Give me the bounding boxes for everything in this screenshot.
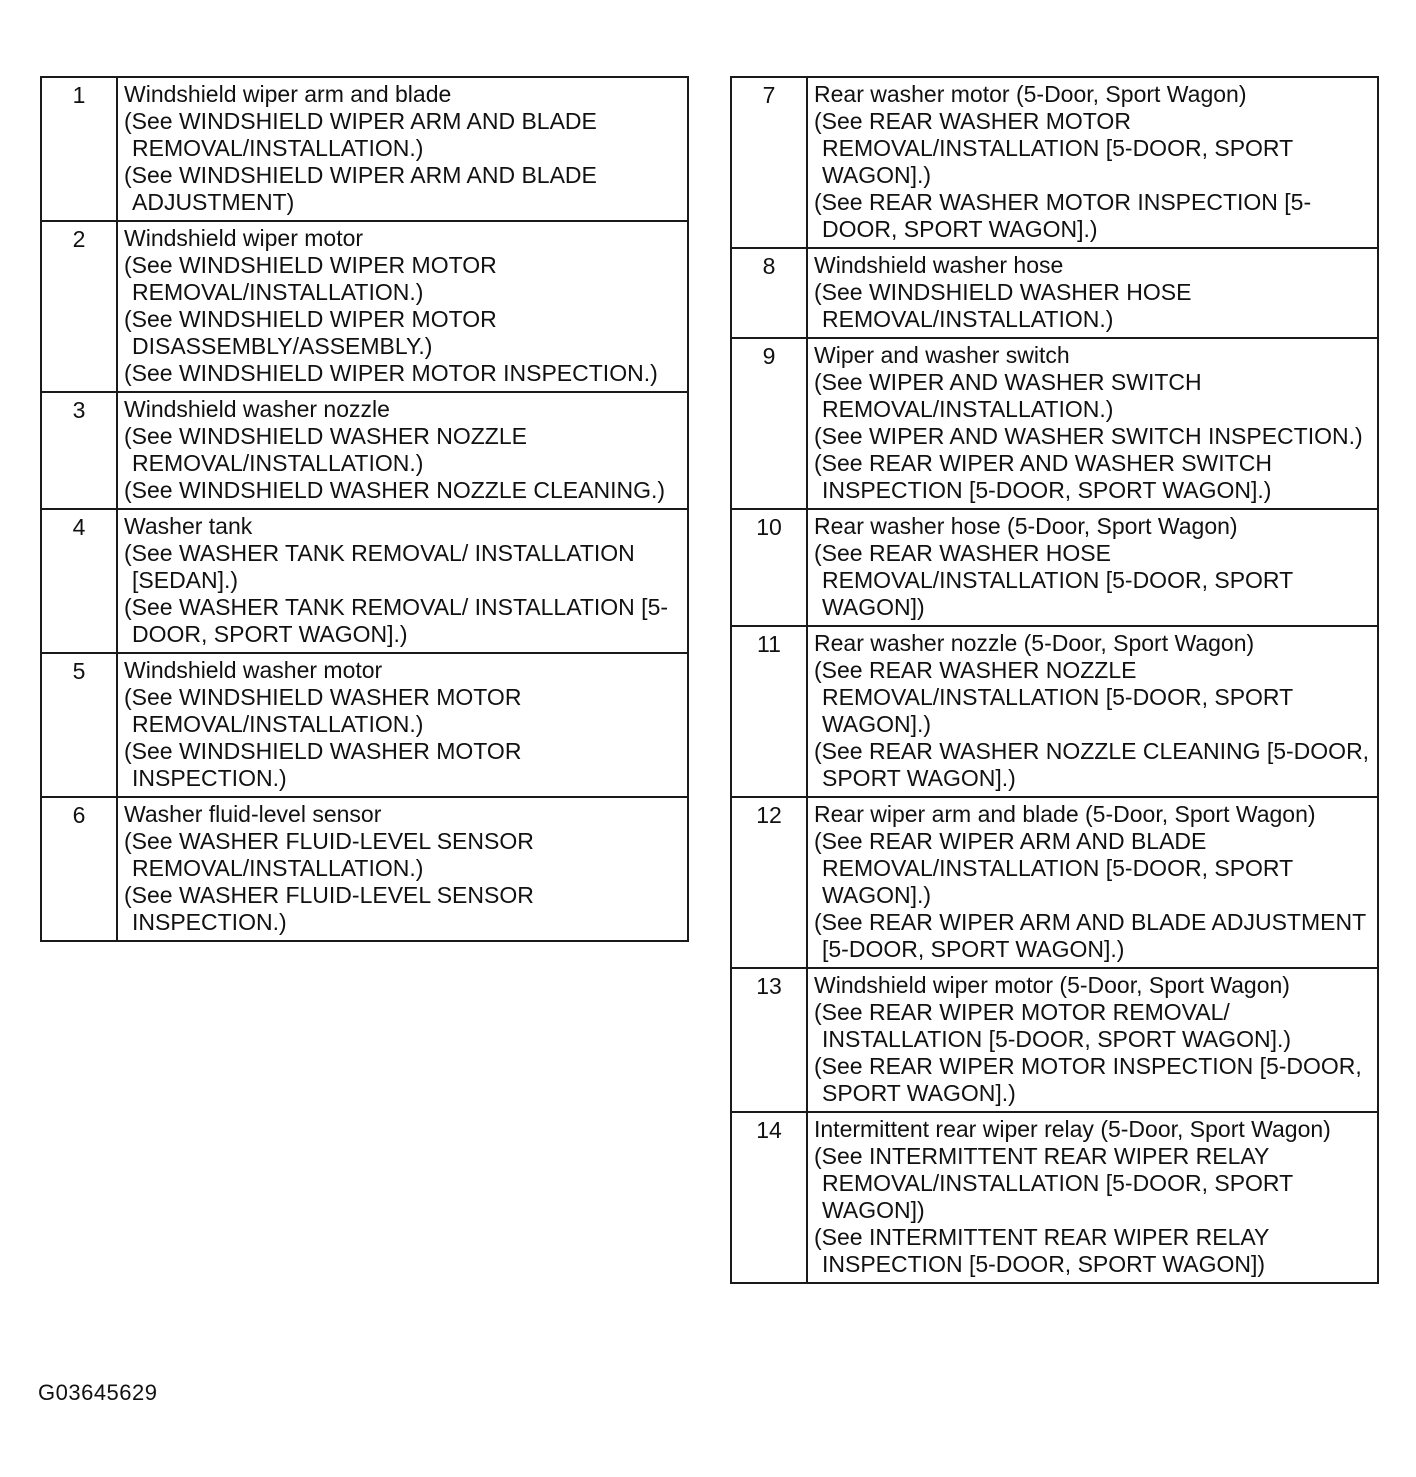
component-name: Rear washer hose (5-Door, Sport Wagon) (814, 513, 1238, 539)
item-number: 1 (41, 77, 117, 221)
procedure-reference: (See WINDSHIELD WIPER ARM AND BLADE REMOVAL/INSTALLATION.) (124, 108, 597, 161)
procedure-reference: (See REAR WIPER AND WASHER SWITCH INSPECTION [5-DOOR, SPORT WAGON].) (814, 450, 1272, 503)
table-row (41, 797, 688, 941)
item-number: 12 (731, 797, 807, 968)
table-row (41, 392, 688, 509)
item-number: 5 (41, 653, 117, 797)
item-description (807, 509, 1378, 626)
item-number: 9 (731, 338, 807, 509)
table-row (41, 77, 688, 221)
item-description (807, 797, 1378, 968)
table-body (731, 77, 1378, 1283)
procedure-reference: (See WINDSHIELD WASHER MOTOR INSPECTION.) (124, 738, 522, 791)
procedure-reference: (See WIPER AND WASHER SWITCH REMOVAL/INSTALLATION.) (814, 369, 1202, 422)
item-description (117, 221, 688, 392)
item-description (807, 77, 1378, 248)
item-number: 10 (731, 509, 807, 626)
procedure-reference: (See WINDSHIELD WIPER MOTOR DISASSEMBLY/ASSEMBLY.) (124, 306, 497, 359)
procedure-reference: (See WINDSHIELD WIPER MOTOR REMOVAL/INSTALLATION.) (124, 252, 497, 305)
table-row (41, 509, 688, 653)
procedure-reference: (See WASHER TANK REMOVAL/ INSTALLATION [5-DOOR, SPORT WAGON].) (124, 594, 669, 647)
procedure-reference: (See REAR WIPER ARM AND BLADE REMOVAL/INSTALLATION [5-DOOR, SPORT WAGON].) (814, 828, 1293, 908)
procedure-reference: (See REAR WASHER NOZZLE CLEANING [5-DOOR, SPORT WAGON].) (814, 738, 1370, 791)
procedure-reference: (See INTERMITTENT REAR WIPER RELAY REMOVAL/INSTALLATION [5-DOOR, SPORT WAGON]) (814, 1143, 1293, 1223)
procedure-reference: (See WINDSHIELD WIPER MOTOR INSPECTION.) (124, 360, 658, 386)
item-description (117, 77, 688, 221)
procedure-reference: (See WINDSHIELD WASHER NOZZLE REMOVAL/INSTALLATION.) (124, 423, 527, 476)
item-description (807, 248, 1378, 338)
component-name: Rear washer motor (5-Door, Sport Wagon) (814, 81, 1247, 107)
table-body (41, 77, 688, 941)
item-number: 4 (41, 509, 117, 653)
item-number: 14 (731, 1112, 807, 1283)
component-name: Windshield wiper motor (5-Door, Sport Wagon) (814, 972, 1290, 998)
item-number: 6 (41, 797, 117, 941)
item-number: 11 (731, 626, 807, 797)
component-legend-table-left (40, 76, 689, 942)
procedure-reference: (See WASHER FLUID-LEVEL SENSOR REMOVAL/INSTALLATION.) (124, 828, 534, 881)
component-name: Windshield washer motor (124, 657, 383, 683)
item-description (117, 653, 688, 797)
procedure-reference: (See WINDSHIELD WASHER NOZZLE CLEANING.) (124, 477, 666, 503)
table-row (731, 1112, 1378, 1283)
table-row (41, 653, 688, 797)
component-legend-table-right (730, 76, 1379, 1284)
item-number: 2 (41, 221, 117, 392)
procedure-reference: (See REAR WASHER MOTOR REMOVAL/INSTALLATION [5-DOOR, SPORT WAGON].) (814, 108, 1293, 188)
component-name: Rear wiper arm and blade (5-Door, Sport Wagon) (814, 801, 1316, 827)
item-description (807, 338, 1378, 509)
table-row (731, 77, 1378, 248)
component-name: Intermittent rear wiper relay (5-Door, Sport Wagon) (814, 1116, 1331, 1142)
item-description (117, 392, 688, 509)
procedure-reference: (See REAR WIPER MOTOR REMOVAL/ INSTALLATION [5-DOOR, SPORT WAGON].) (814, 999, 1292, 1052)
component-name: Windshield wiper motor (124, 225, 364, 251)
table-row (731, 968, 1378, 1112)
table-row (731, 248, 1378, 338)
procedure-reference: (See INTERMITTENT REAR WIPER RELAY INSPECTION [5-DOOR, SPORT WAGON]) (814, 1224, 1269, 1277)
procedure-reference: (See WASHER TANK REMOVAL/ INSTALLATION [SEDAN].) (124, 540, 635, 593)
item-number: 3 (41, 392, 117, 509)
procedure-reference: (See WASHER FLUID-LEVEL SENSOR INSPECTION.) (124, 882, 534, 935)
component-name: Windshield wiper arm and blade (124, 81, 452, 107)
procedure-reference: (See REAR WASHER MOTOR INSPECTION [5-DOOR, SPORT WAGON].) (814, 189, 1312, 242)
figure-id: G03645629 (38, 1380, 158, 1405)
procedure-reference: (See WIPER AND WASHER SWITCH INSPECTION.) (814, 423, 1363, 449)
procedure-reference: (See REAR WASHER HOSE REMOVAL/INSTALLATION [5-DOOR, SPORT WAGON]) (814, 540, 1293, 620)
component-name: Washer tank (124, 513, 253, 539)
table-row (731, 509, 1378, 626)
table-row (731, 626, 1378, 797)
table-row (731, 338, 1378, 509)
item-description (807, 968, 1378, 1112)
component-name: Wiper and washer switch (814, 342, 1070, 368)
procedure-reference: (See WINDSHIELD WIPER ARM AND BLADE ADJUSTMENT) (124, 162, 597, 215)
item-description (807, 1112, 1378, 1283)
procedure-reference: (See WINDSHIELD WASHER MOTOR REMOVAL/INSTALLATION.) (124, 684, 522, 737)
table-row (731, 797, 1378, 968)
item-description (117, 797, 688, 941)
procedure-reference: (See REAR WIPER MOTOR INSPECTION [5-DOOR, SPORT WAGON].) (814, 1053, 1362, 1106)
procedure-reference: (See REAR WASHER NOZZLE REMOVAL/INSTALLATION [5-DOOR, SPORT WAGON].) (814, 657, 1293, 737)
item-description (807, 626, 1378, 797)
item-number: 13 (731, 968, 807, 1112)
item-number: 7 (731, 77, 807, 248)
procedure-reference: (See WINDSHIELD WASHER HOSE REMOVAL/INSTALLATION.) (814, 279, 1192, 332)
component-name: Windshield washer nozzle (124, 396, 390, 422)
table-row (41, 221, 688, 392)
component-name: Windshield washer hose (814, 252, 1064, 278)
item-number: 8 (731, 248, 807, 338)
component-name: Washer fluid-level sensor (124, 801, 382, 827)
item-description (117, 509, 688, 653)
component-name: Rear washer nozzle (5-Door, Sport Wagon) (814, 630, 1255, 656)
procedure-reference: (See REAR WIPER ARM AND BLADE ADJUSTMENT [5-DOOR, SPORT WAGON].) (814, 909, 1366, 962)
